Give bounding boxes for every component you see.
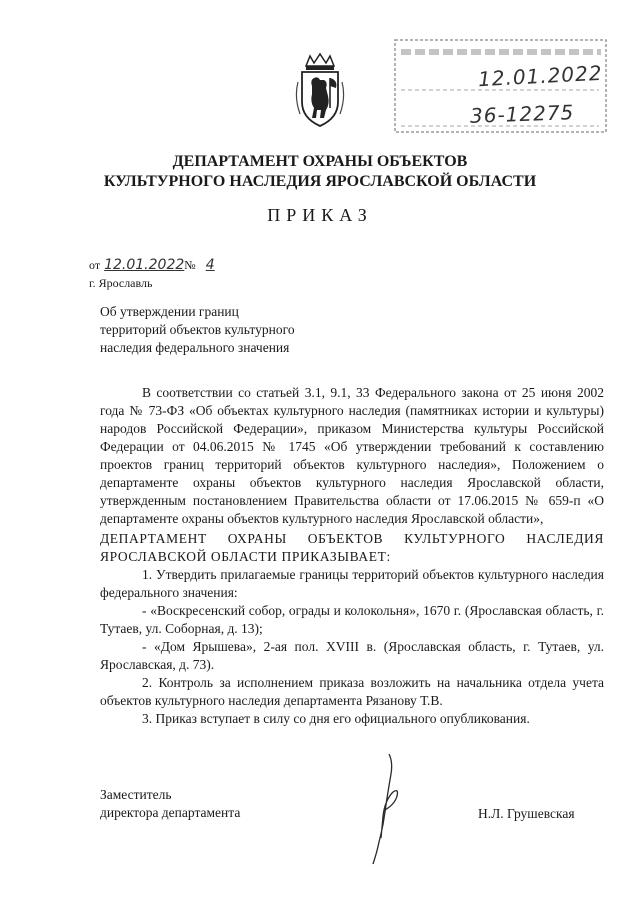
order-meta — [89, 256, 221, 274]
orders-line: ДЕПАРТАМЕНТ ОХРАНЫ ОБЪЕКТОВ КУЛЬТУРНОГО НАСЛЕДИЯ ЯРОСЛАВСКОЙ ОБЛАСТИ ПРИКАЗЫВАЕТ: — [100, 531, 604, 564]
signatory-position — [100, 786, 240, 822]
item-1b: - «Дом Ярышева», 2-ая пол. XVIII в. (Ярославская область, г. Тутаев, ул. Ярославская, д. 73). — [100, 639, 604, 672]
subject-line: территорий объектов культурного — [100, 322, 295, 337]
order-date: 12.01.2022 — [104, 257, 185, 273]
number-prefix: № — [184, 258, 196, 272]
item-1: 1. Утвердить прилагаемые границы территорий объектов культурного наследия федерального значения: — [100, 567, 604, 600]
date-prefix: от — [89, 258, 101, 272]
stamp-number: 36-12275 — [469, 100, 575, 128]
stamp-date: 12.01.2022 — [477, 60, 604, 92]
item-1a: - «Воскресенский собор, ограды и колокольня», 1670 г. (Ярославская область, г. Тутаев, ул. Соборная, д. 13); — [100, 603, 604, 636]
department-name-line2: КУЛЬТУРНОГО НАСЛЕДИЯ ЯРОСЛАВСКОЙ ОБЛАСТИ — [103, 173, 537, 190]
preamble-paragraph: В соответствии со статьей 3.1, 9.1, 33 Федерального закона от 25 июня 2002 года № 73-ФЗ «Об объектах культурного наследия (памятниках истории и культуры) народов Российской Федерации», приказом Министерства культуры Российской Федерации от 04.06.2015 № 1745 «Об утверждении требований к составлению проектов границ территорий объектов культурного наследия», Положением о департаменте охраны объектов культурного наследия Ярославской области, утвержденным постановлением Правительства области от 17.06.2015 № 659-п «О департаменте охраны объектов культурного наследия Ярославской области», — [100, 385, 604, 526]
order-body — [100, 384, 604, 728]
document-title: ПРИКАЗ — [267, 205, 373, 225]
position-line: Заместитель — [100, 787, 172, 802]
position-line: директора департамента — [100, 805, 241, 820]
item-3: 3. Приказ вступает в силу со дня его официального опубликования. — [142, 711, 530, 726]
order-number: 4 — [205, 257, 215, 273]
subject-line: наследия федерального значения — [100, 340, 290, 355]
signatory-name: Н.Л. Грушевская — [478, 806, 575, 821]
subject-line: Об утверждении границ — [100, 304, 239, 319]
department-name-line1: ДЕПАРТАМЕНТ ОХРАНЫ ОБЪЕКТОВ — [172, 153, 468, 170]
yaroslavl-coat-of-arms-icon — [294, 52, 346, 130]
order-subject — [100, 303, 295, 357]
city: г. Ярославль — [89, 276, 153, 290]
item-2: 2. Контроль за исполнением приказа возложить на начальника отдела учета объектов культурного наследия департамента Рязанову Т.В. — [100, 675, 604, 708]
handwritten-signature — [355, 752, 415, 867]
